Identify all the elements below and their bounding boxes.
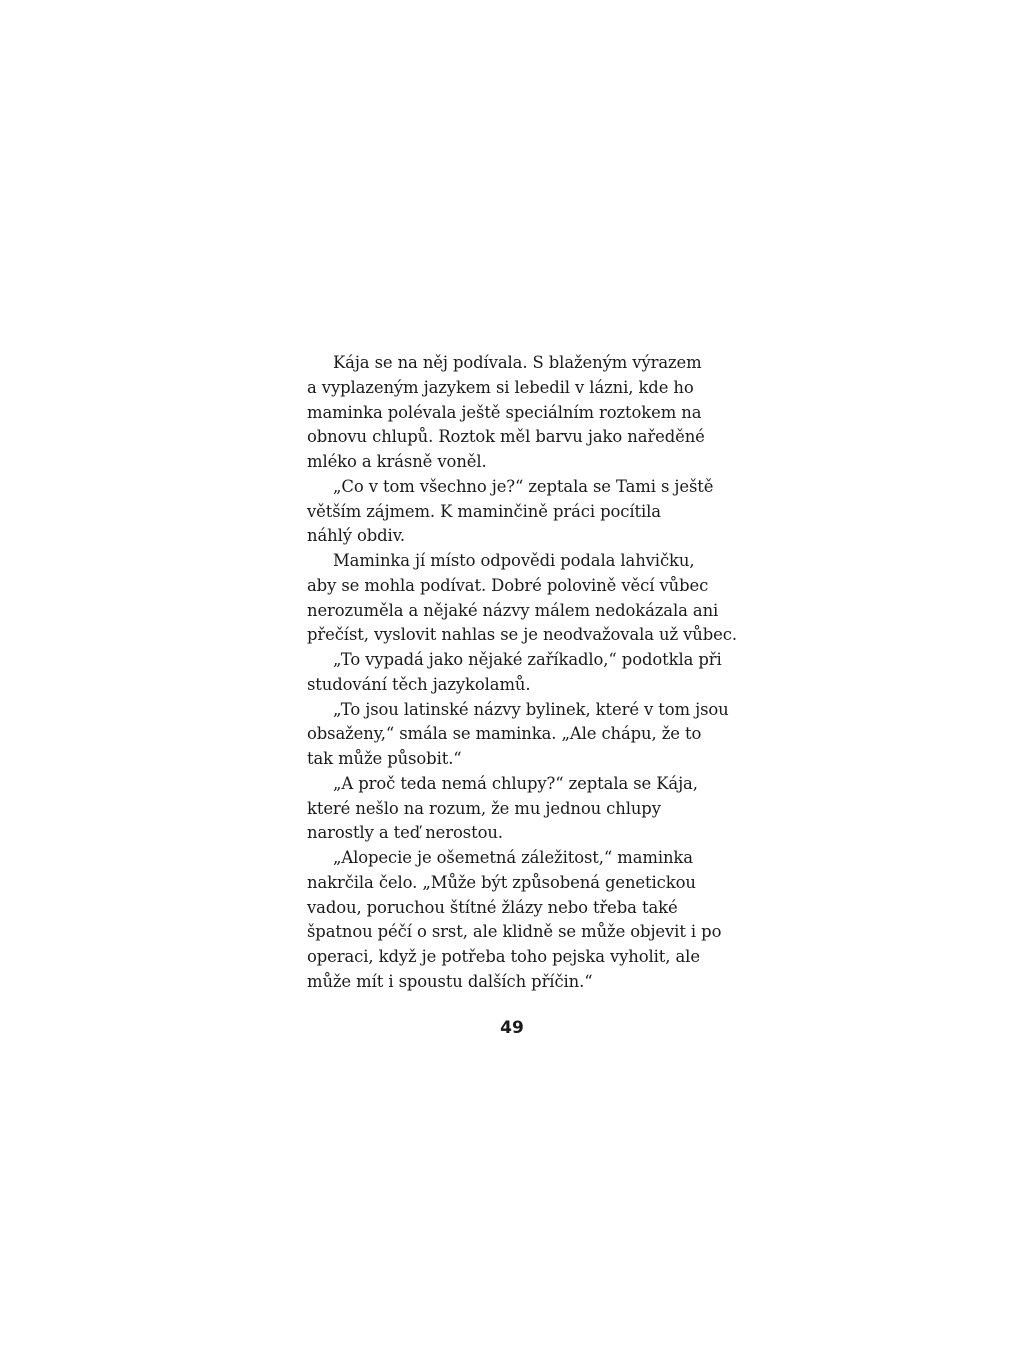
text-line: operaci, když je potřeba toho pejska vyholit, ale <box>307 947 700 966</box>
text-line: špatnou péčí o srst, ale klidně se může objevit i po <box>307 922 722 942</box>
text-line: tak může působit.“ <box>307 749 462 768</box>
text-line: studování těch jazykolamů. <box>307 674 531 694</box>
text-line: Kája se na něj podívala. S blaženým výrazem <box>333 353 702 372</box>
body-text <box>307 351 737 995</box>
text-line: „Alopecie je ošemetná záležitost,“ maminka <box>333 848 693 867</box>
text-line: vadou, poruchou štítné žlázy nebo třeba také <box>307 897 678 917</box>
text-line: narostly a teď nerostou. <box>307 823 503 843</box>
page-number: 49 <box>500 1018 524 1038</box>
text-line: větším zájmem. K maminčině práci pocítila <box>307 501 661 521</box>
text-line: a vyplazeným jazykem si lebedil v lázni, kde ho <box>307 377 694 397</box>
text-line: Maminka jí místo odpovědi podala lahvičku, <box>333 551 695 570</box>
text-line: obnovu chlupů. Roztok měl barvu jako naředěné <box>307 427 705 447</box>
text-line: „Co v tom všechno je?“ zeptala se Tami s ještě <box>333 476 714 496</box>
text-line: „To vypadá jako nějaké zaříkadlo,“ podotkla při <box>333 650 722 669</box>
text-line: mléko a krásně voněl. <box>307 452 487 471</box>
text-line: přečíst, vyslovit nahlas se je neodvažovala už vůbec. <box>307 625 737 645</box>
text-line: nakrčila čelo. „Může být způsobená genetickou <box>307 872 696 892</box>
text-line: maminka polévala ještě speciálním roztokem na <box>307 402 702 422</box>
text-line: náhlý obdiv. <box>307 526 406 546</box>
text-line: nerozuměla a nějaké názvy málem nedokázala ani <box>307 600 719 620</box>
text-line: „To jsou latinské názvy bylinek, které v tom jsou <box>333 699 729 719</box>
text-line: které nešlo na rozum, že mu jednou chlupy <box>307 798 661 818</box>
text-line: obsaženy,“ smála se maminka. „Ale chápu, že to <box>307 724 702 744</box>
text-line: aby se mohla podívat. Dobré polovině věcí vůbec <box>307 575 709 595</box>
text-line: „A proč teda nemá chlupy?“ zeptala se Kája, <box>333 773 698 793</box>
text-line: může mít i spoustu dalších příčin.“ <box>307 971 593 991</box>
